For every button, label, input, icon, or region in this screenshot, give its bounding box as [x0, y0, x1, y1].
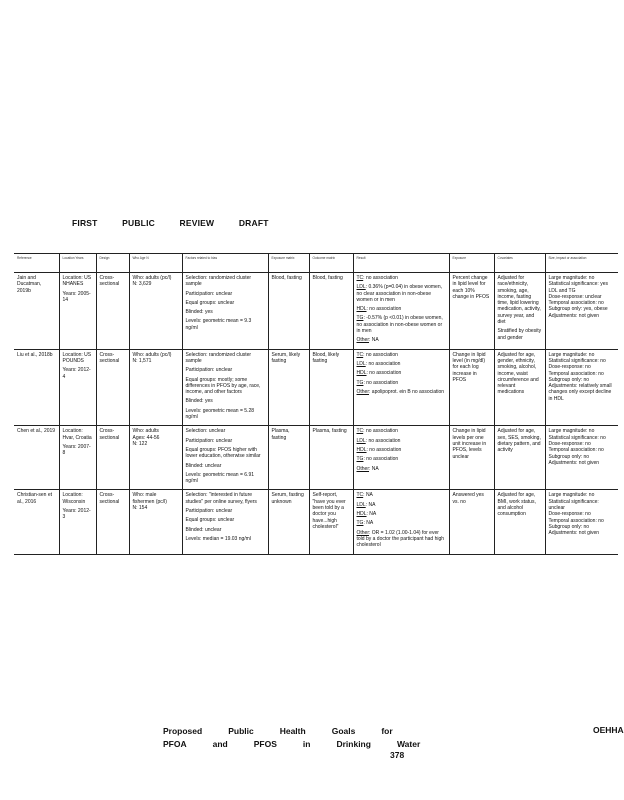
design-cell-text: Cross-sectional: [99, 492, 120, 505]
result-text: : NA: [363, 520, 374, 527]
size-cell: [545, 349, 618, 426]
size-cell-line: Subgroup only: no: [548, 523, 590, 530]
bias-cell-line: Blinded: yes: [185, 309, 213, 316]
design-cell: [96, 349, 129, 426]
bias-cell-line: Equal groups: PFOS higher with lower education, otherwise similar: [185, 446, 261, 460]
bias-cell-line: Levels: geometric mean = 9.3 ng/ml: [185, 318, 252, 331]
result-label: LDL: [356, 501, 366, 508]
who-cell: [129, 273, 182, 350]
footer-word: Goals: [331, 726, 356, 736]
size-cell-line: Dose-response: no: [548, 364, 591, 371]
size-cell-line: Adjustments: not given: [548, 459, 600, 466]
result-cell: [353, 273, 449, 350]
exposure-cell-text: Change in lipid levels per one unit increase in PFOS, levels unclear: [452, 428, 487, 460]
bias-cell-line: Equal groups: unclear: [185, 299, 235, 306]
result-line: [357, 275, 446, 281]
result-text: : no association: [363, 456, 399, 463]
result-label: TG: [356, 456, 364, 463]
bias-cell: [182, 426, 268, 490]
result-label: TC: [356, 275, 364, 281]
size-cell: [545, 273, 618, 350]
bias-cell-line: Blinded: unclear: [185, 462, 222, 469]
reference-cell-text: Liu et al., 2018b: [17, 351, 53, 358]
size-cell-line: Adjustments: not given: [548, 530, 600, 537]
size-cell-line: Dose-response: no: [548, 440, 591, 447]
exposure-matrix-cell: [268, 273, 309, 350]
result-line: [357, 511, 446, 517]
reference-cell-text: Chen et al., 2019: [17, 428, 56, 435]
bias-cell-line: Equal groups: unclear: [185, 517, 235, 524]
reference-cell: [14, 349, 59, 426]
exposure-cell-text: Change in lipid level (in mg/dl) for each log increase in PFOS: [452, 351, 486, 383]
who-cell-line: Who: male fishermen (pc/l): [132, 492, 167, 505]
reference-cell: [14, 490, 59, 554]
location-cell: [59, 273, 96, 350]
who-cell-line: Who: adults (pc/l): [132, 351, 172, 358]
page-number: 378: [390, 750, 405, 760]
result-text: : -0.57% (p <0.01) in obese women, no association in non-obese women or in men: [356, 315, 443, 335]
design-cell-text: Cross-sectional: [99, 351, 120, 364]
bias-cell-line: Participation: unclear: [185, 367, 233, 374]
outcome-matrix-cell: [309, 426, 353, 490]
size-cell-line: Temporal association: no: [548, 517, 604, 524]
result-label: Other: [356, 465, 370, 472]
exposure-matrix-cell: [268, 349, 309, 426]
who-cell: [129, 426, 182, 490]
location-cell-line: Years: 2007-8: [62, 443, 91, 457]
result-label: TC: [356, 492, 364, 499]
result-label: Other: [356, 337, 370, 344]
result-line: [357, 447, 446, 453]
design-cell: [96, 426, 129, 490]
column-header: Outcome matrix: [309, 254, 353, 273]
result-label: TG: [356, 520, 364, 527]
covariates-cell: [494, 349, 545, 426]
column-header: Location Years: [59, 254, 96, 273]
result-line: [357, 502, 446, 508]
column-header: Covariates: [494, 254, 545, 273]
reference-cell-text: Christian-sen et al., 2016: [17, 492, 53, 505]
exposure-cell-text: Answered yes vs. no: [452, 492, 484, 505]
result-line: [357, 284, 446, 303]
draft-word: PUBLIC: [122, 218, 155, 228]
location-cell: [59, 490, 96, 554]
size-cell-line: Dose-response: unclear: [548, 293, 602, 300]
result-label: HDL: [356, 370, 367, 377]
footer-word: Health: [279, 726, 306, 736]
covariates-cell-line: Adjusted for age, gender, ethnicity, smoking, alcohol, income, waist circumference and relevant medications: [497, 351, 539, 396]
result-text: : OR = 1.02 (1.00-1.04) for ever told by a doctor the participant had high cholesterol: [356, 529, 445, 549]
column-header: Design: [96, 254, 129, 273]
bias-cell-line: Levels: geometric mean = 5.28 ng/ml: [185, 407, 255, 421]
footer-line-1: [163, 725, 446, 738]
result-label: LDL: [356, 360, 366, 367]
location-cell-line: Location: US NHANES: [62, 275, 92, 288]
result-cell: [353, 490, 449, 554]
location-cell: [59, 426, 96, 490]
column-header: Reference: [14, 254, 59, 273]
exposure-matrix-cell-text: Serum, fasting unknown: [271, 492, 304, 505]
size-cell-line: Statistical significance: unclear: [548, 498, 599, 512]
result-text: : NA: [365, 501, 376, 508]
table-header-row: [14, 254, 618, 273]
result-text: : no association: [363, 428, 398, 435]
who-cell: [129, 490, 182, 554]
draft-word: DRAFT: [238, 218, 269, 228]
size-cell-line: Large magnitude: no: [548, 351, 595, 358]
exposure-matrix-cell-text: Serum, likely fasting: [271, 351, 301, 364]
result-label: TC: [356, 428, 364, 435]
draft-header: [72, 218, 291, 228]
footer-word: Drinking: [336, 739, 371, 749]
draft-word: REVIEW: [179, 218, 215, 228]
table-row: [14, 273, 618, 350]
footer-word: PFOS: [253, 739, 277, 749]
result-label: LDL: [356, 437, 366, 444]
outcome-matrix-cell-text: Self-report, "have you ever been told by a doctor you have...high cholesterol": [312, 492, 346, 530]
who-cell-line: Ages: 44-56: [132, 434, 160, 441]
result-label: TG: [356, 315, 364, 322]
size-cell: [545, 490, 618, 554]
size-cell-line: Statistical significance: no: [548, 434, 606, 441]
covariates-cell-line: Stratified by obesity and gender: [497, 328, 542, 341]
result-text: : NA: [369, 465, 379, 472]
who-cell-line: Who: adults: [132, 428, 159, 435]
footer-title: [163, 725, 446, 751]
bias-cell-line: Blinded: unclear: [185, 526, 222, 533]
bias-cell: [182, 490, 268, 554]
result-line: [357, 492, 446, 498]
design-cell: [96, 273, 129, 350]
result-line: [357, 428, 446, 434]
size-cell-line: Large magnitude: no: [548, 275, 595, 281]
design-cell-text: Cross-sectional: [99, 428, 120, 441]
exposure-cell: [449, 426, 494, 490]
who-cell-line: N: 3,629: [132, 281, 152, 288]
exposure-matrix-cell: [268, 490, 309, 554]
who-cell: [129, 349, 182, 426]
outcome-matrix-cell-text: Blood, likely fasting: [312, 351, 340, 364]
covariates-cell: [494, 273, 545, 350]
covariates-cell: [494, 426, 545, 490]
reference-cell: [14, 273, 59, 350]
covariates-cell-line: Adjusted for race/ethnicity, smoking, age, income, fasting time, lipid lowering medication, activity, survey year, and diet: [497, 275, 541, 326]
reference-cell-text: Jain and Ducatman, 2019b: [17, 275, 42, 294]
who-cell-line: N: 1,571: [132, 357, 152, 364]
result-text: : no association: [366, 370, 402, 377]
outcome-matrix-cell: [309, 273, 353, 350]
result-label: Other: [356, 388, 370, 395]
exposure-cell: [449, 273, 494, 350]
result-text: : NA: [366, 511, 377, 518]
draft-word: FIRST: [72, 218, 98, 228]
size-cell-line: Subgroup only: no: [548, 453, 590, 460]
result-label: LDL: [356, 284, 366, 291]
column-header: Size, impact or association: [545, 254, 618, 273]
result-text: : no association: [363, 379, 399, 386]
size-cell-line: Adjustments: relatively small changes only except decline in HDL: [548, 383, 612, 402]
location-cell: [59, 349, 96, 426]
result-label: TC: [356, 351, 364, 358]
outcome-matrix-cell: [309, 349, 353, 426]
size-cell-line: Statistical significance: no: [548, 357, 606, 364]
outcome-matrix-cell-text: Blood, fasting: [312, 275, 343, 281]
bias-cell-line: Levels: median = 19.03 ng/ml: [185, 535, 251, 542]
bias-cell-line: Selection: randomized cluster sample: [185, 351, 252, 364]
size-cell-line: Temporal association: no: [548, 300, 604, 307]
footer-word: Public: [228, 726, 254, 736]
outcome-matrix-cell: [309, 490, 353, 554]
bias-cell-line: Levels: geometric mean = 6.91 ng/ml: [185, 471, 255, 485]
bias-cell-line: Participation: unclear: [185, 508, 233, 515]
column-header: Result: [353, 254, 449, 273]
size-cell-line: Dose-response: no: [548, 511, 591, 518]
result-text: : no association: [365, 360, 401, 367]
result-text: : NA: [369, 337, 379, 344]
location-cell-line: Location: Hvar, Croatia: [62, 428, 92, 441]
column-header: Exposure: [449, 254, 494, 273]
size-cell-line: Temporal association: no: [548, 370, 604, 377]
who-cell-line: Who: adults (pc/l): [132, 275, 172, 281]
bias-cell: [182, 273, 268, 350]
design-cell-text: Cross-sectional: [99, 275, 120, 288]
result-line: [357, 438, 446, 444]
bias-cell-line: Selection: randomized cluster sample: [185, 275, 252, 288]
size-cell: [545, 426, 618, 490]
study-table: [14, 253, 618, 555]
footer-word: PFOA: [163, 739, 187, 749]
exposure-cell: [449, 490, 494, 554]
result-label: HDL: [356, 446, 367, 453]
table-row: [14, 490, 618, 554]
result-text: : no association: [366, 306, 402, 313]
result-label: TG: [356, 379, 364, 386]
result-cell: [353, 426, 449, 490]
size-cell-line: Adjustments: not given: [548, 312, 600, 319]
result-line: [357, 361, 446, 367]
result-line: [357, 352, 446, 358]
result-cell: [353, 349, 449, 426]
who-cell-line: N: 154: [132, 505, 148, 512]
exposure-cell: [449, 349, 494, 426]
location-cell-line: Years: 2005-14: [62, 290, 91, 303]
size-cell-line: Large magnitude: no: [548, 428, 595, 435]
agency-name: OEHHA: [593, 725, 624, 735]
covariates-cell-line: Adjusted for age, sex, SES, smoking, dietary pattern, and activity: [497, 428, 541, 454]
result-text: : no association: [363, 275, 398, 281]
size-cell-line: Large magnitude: no: [548, 492, 595, 499]
footer-word: and: [212, 739, 228, 749]
bias-cell-line: Selection: "interested in future studies" per online survey, flyers: [185, 492, 257, 505]
size-cell-line: Temporal association: no: [548, 447, 604, 454]
bias-cell-line: Blinded: yes: [185, 398, 213, 405]
result-text: : apolipoprot. ein B no association: [369, 388, 445, 395]
result-text: : no association: [363, 351, 398, 358]
result-line: [357, 466, 446, 472]
footer-word: Proposed: [163, 726, 203, 736]
location-cell-line: Years: 2012-4: [62, 367, 91, 380]
result-line: [357, 380, 446, 386]
location-cell-line: Years: 2012-3: [62, 508, 91, 521]
outcome-matrix-cell-text: Plasma, fasting: [312, 428, 347, 435]
column-header: Who Age N: [129, 254, 182, 273]
result-line: [357, 530, 446, 549]
result-line: [357, 389, 446, 395]
exposure-cell-text: Percent change in lipid level for each 10% change in PFOS: [452, 275, 490, 300]
result-line: [357, 370, 446, 376]
table-row: [14, 426, 618, 490]
column-header: Exposure matrix: [268, 254, 309, 273]
bias-cell: [182, 349, 268, 426]
exposure-matrix-cell-text: Plasma, fasting: [271, 428, 290, 441]
table-row: [14, 349, 618, 426]
footer-word: for: [381, 726, 393, 736]
bias-cell-line: Equal groups: mostly; some differences in PFOS by age, race, income, and other factors: [185, 376, 261, 396]
footer-word: in: [302, 739, 311, 749]
location-cell-line: Location: Wisconsin: [62, 492, 86, 505]
result-label: HDL: [356, 306, 367, 313]
size-cell-line: Statistical significance: yes LDL and TG: [548, 281, 608, 294]
result-line: [357, 315, 446, 334]
size-cell-line: Subgroup only: no: [548, 376, 590, 383]
result-line: [357, 456, 446, 462]
covariates-cell-line: Adjusted for age, BMI, work status, and alcohol consumption: [497, 492, 536, 518]
reference-cell: [14, 426, 59, 490]
column-header: Factors related to bias: [182, 254, 268, 273]
footer-word: Water: [396, 739, 421, 749]
design-cell: [96, 490, 129, 554]
result-line: [357, 306, 446, 312]
result-label: Other: [356, 529, 370, 536]
bias-cell-line: Selection: unclear: [185, 428, 226, 435]
bias-cell-line: Participation: unclear: [185, 290, 233, 297]
table-body: [14, 273, 618, 555]
result-label: HDL: [356, 511, 367, 518]
exposure-matrix-cell: [268, 426, 309, 490]
who-cell-line: N: 122: [132, 440, 148, 447]
result-line: [357, 520, 446, 526]
exposure-matrix-cell-text: Blood, fasting: [271, 275, 302, 281]
result-line: [357, 337, 446, 343]
location-cell-line: Location: US POUNDS: [62, 351, 92, 364]
result-text: : no association: [366, 446, 402, 453]
result-text: : 0.36% (p=0.04) in obese women, no clear association in non-obese women or in men: [356, 284, 442, 303]
bias-cell-line: Participation: unclear: [185, 437, 233, 444]
size-cell-line: Subgroup only: yes, obese: [548, 306, 608, 313]
covariates-cell: [494, 490, 545, 554]
result-text: : NA: [363, 492, 373, 499]
result-text: : no association: [365, 437, 401, 444]
